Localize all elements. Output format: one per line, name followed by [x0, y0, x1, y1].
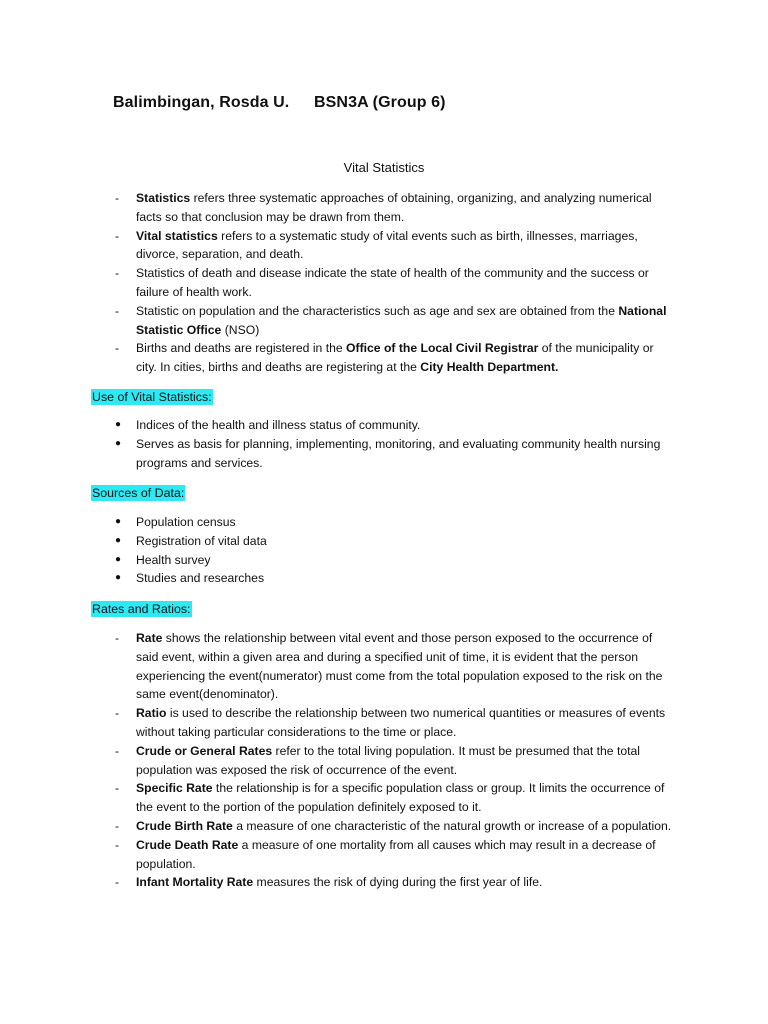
dash-marker: -	[115, 875, 120, 890]
definition: a measure of one mortality from all causes which may result in a decrease of population.	[136, 837, 656, 871]
list-item	[113, 339, 673, 377]
term: Crude or General Rates	[136, 743, 273, 758]
use-list	[113, 416, 673, 472]
dash-marker: -	[115, 781, 120, 796]
dash-marker: -	[115, 341, 120, 356]
term: Crude Death Rate	[136, 837, 239, 852]
list-item	[113, 569, 673, 588]
sources-list	[113, 513, 673, 588]
list-item	[113, 629, 673, 704]
term: Ratio	[136, 706, 167, 721]
dash-marker: -	[115, 743, 120, 758]
definition: refers to a systematic study of vital events such as birth, illnesses, marriages, divorce, separation, and death.	[136, 228, 638, 262]
term: Office of the Local Civil Registrar	[346, 341, 539, 356]
dash-marker: -	[115, 631, 120, 645]
dash-marker: -	[115, 266, 120, 281]
item-text: Population census	[136, 515, 236, 529]
definition: of the municipality or city. In cities, births and deaths are registering at the	[136, 341, 654, 375]
list-item	[113, 551, 673, 570]
class-section: BSN3A (Group 6)	[314, 94, 446, 111]
dash-marker: -	[115, 303, 120, 318]
item-text: Health survey	[136, 552, 211, 567]
definition: the relationship is for a specific population class or group. It limits the occurrence of the event to the portion of the population definitely exposed to it.	[136, 781, 665, 815]
definition: Statistics of death and disease indicate the state of health of the community and the success or failure of health work.	[136, 266, 649, 299]
definition: shows the relationship between vital event and those person exposed to the occurrence of said event, within a given area and during a specified unit of time, it is evident that the person experiencing the event(numerator) must come from the total population exposed to the risk on the same event(denominator).	[136, 631, 663, 702]
dash-marker: -	[115, 228, 120, 243]
bullet-marker: ●	[115, 516, 122, 527]
definition: a measure of one characteristic of the natural growth or increase of a population.	[232, 818, 672, 833]
bullet-marker: ●	[115, 572, 122, 584]
list-item	[113, 779, 673, 817]
dash-marker: -	[115, 706, 120, 721]
bullet-marker: ●	[115, 419, 122, 430]
term: Vital statistics	[136, 228, 218, 243]
definition: measures the risk of dying during the first year of life.	[253, 875, 543, 890]
rates-list	[113, 629, 673, 892]
definition: Births and deaths are registered in the	[136, 341, 347, 356]
term: Infant Mortality Rate	[136, 875, 254, 890]
list-item	[113, 513, 673, 532]
list-item	[113, 264, 673, 302]
intro-list	[113, 189, 673, 377]
list-item	[113, 873, 673, 892]
term: City Health Department.	[420, 360, 559, 375]
definition: Statistic on population and the characteristics such as age and sex are obtained from the	[136, 303, 619, 318]
list-item	[113, 227, 673, 265]
list-item	[113, 435, 673, 473]
rates-heading: Rates and Ratios:	[92, 602, 191, 616]
use-heading: Use of Vital Statistics:	[92, 390, 212, 404]
list-item	[113, 704, 673, 742]
term: Statistics	[136, 191, 191, 205]
item-text: Registration of vital data	[136, 533, 267, 548]
definition: (NSO)	[221, 322, 260, 337]
list-item	[113, 817, 673, 836]
document-header	[113, 94, 446, 112]
list-item	[113, 302, 673, 340]
list-item	[113, 742, 673, 780]
bullet-marker: ●	[115, 553, 122, 565]
definition: refers three systematic approaches of obtaining, organizing, and analyzing numerical facts so that conclusion may be drawn from them.	[136, 191, 652, 224]
dash-marker: -	[115, 818, 120, 833]
term: Specific Rate	[136, 781, 213, 796]
definition: refer to the total living population. It must be presumed that the total population was exposed the risk of occurrence of the event.	[136, 743, 641, 777]
definition: is used to describe the relationship between two numerical quantities or measures of events without taking particular considerations to the time or place.	[136, 706, 666, 739]
bullet-marker: ●	[115, 437, 122, 449]
term: Crude Birth Rate	[136, 818, 233, 833]
list-item	[113, 836, 673, 874]
dash-marker: -	[115, 191, 120, 205]
page-title: Vital Statistics	[343, 160, 425, 175]
term: Rate	[136, 631, 163, 645]
dash-marker: -	[115, 837, 120, 852]
term: National Statistic Office	[136, 303, 667, 337]
item-text: Studies and researches	[136, 571, 265, 586]
list-item	[113, 532, 673, 551]
list-item	[113, 189, 673, 227]
list-item	[113, 416, 673, 435]
item-text: Serves as basis for planning, implementing, monitoring, and evaluating community health nursing programs and services.	[136, 436, 661, 470]
item-text: Indices of the health and illness status of community.	[136, 418, 421, 432]
author-name: Balimbingan, Rosda U.	[113, 94, 290, 111]
sources-heading: Sources of Data:	[92, 486, 185, 500]
bullet-marker: ●	[115, 534, 122, 546]
